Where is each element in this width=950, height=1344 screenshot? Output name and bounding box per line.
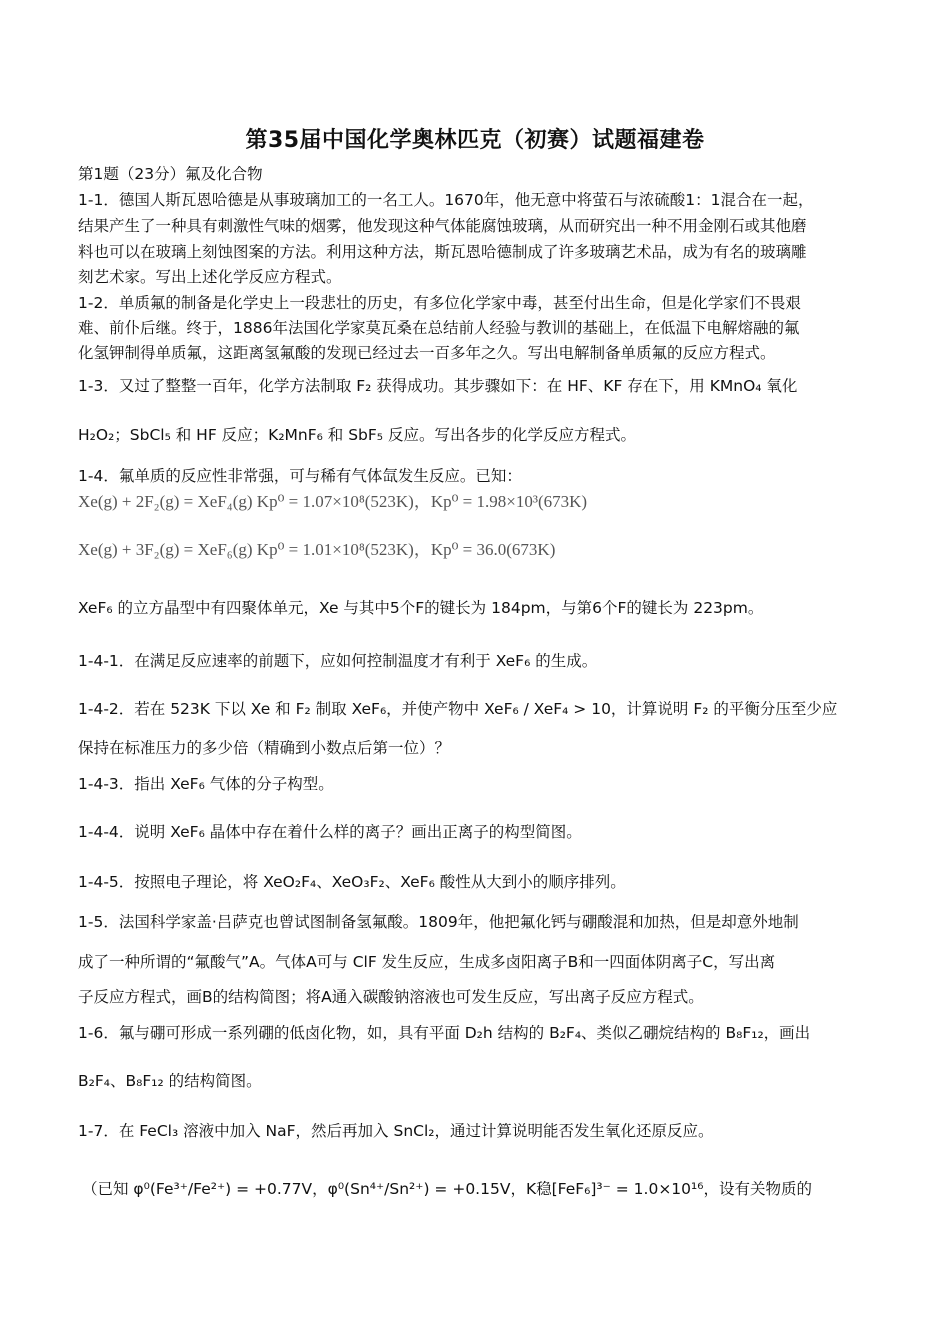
paragraph-line: 1-4-3．指出 XeF₆ 气体的分子构型。 — [78, 775, 334, 793]
paragraph-line: 保持在标准压力的多少倍（精确到小数点后第一位）？ — [78, 739, 451, 757]
paragraph-line: 结果产生了一种具有刺激性气味的烟雾，他发现这种气体能腐蚀玻璃，从而研究出一种不用金刚石或其他磨 — [78, 217, 807, 235]
paragraph-line: 1-6．氟与硼可形成一系列硼的低卤化物，如，具有平面 D₂h 结构的 B₂F₄、类似乙硼烷结构的 B₈F₁₂，画出 — [78, 1024, 811, 1042]
paragraph-line: 1-5．法国科学家盖·吕萨克也曾试图制备氢氟酸。1809年，他把氟化钙与硼酸混和加热，但是却意外地制 — [78, 913, 799, 931]
paragraph-line: XeF₆ 的立方晶型中有四聚体单元，Xe 与其中5个F的键长为 184pm，与第6个F的键长为 223pm。 — [78, 599, 764, 617]
equation-line: Xe(g) + 2F₂(g) = XeF₄(g) Kp⁰ = 1.07×10⁸(523K)，Kp⁰ = 1.98×10³(673K) — [78, 492, 588, 511]
paragraph-line: 1-4-2．若在 523K 下以 Xe 和 F₂ 制取 XeF₆，并使产物中 XeF₆ / XeF₄ > 10，计算说明 F₂ 的平衡分压至少应 — [78, 700, 838, 718]
paragraph-line: 1-1．德国人斯瓦恩哈德是从事玻璃加工的一名工人。1670年，他无意中将萤石与浓硫酸1：1混合在一起， — [78, 191, 814, 209]
paragraph-line: 1-3．又过了整整一百年，化学方法制取 F₂ 获得成功。其步骤如下：在 HF、KF 存在下，用 KMnO₄ 氧化 — [78, 377, 798, 395]
paragraph-line: 1-4-5．按照电子理论，将 XeO₂F₄、XeO₃F₂、XeF₆ 酸性从大到小的顺序排列。 — [78, 873, 626, 891]
paragraph-line: 1-2．单质氟的制备是化学史上一段悲壮的历史，有多位化学家中毒，甚至付出生命，但是化学家们不畏艰 — [78, 294, 801, 312]
section-heading: 第1题（23分）氟及化合物 — [78, 165, 263, 183]
paragraph-line: 1-4．氟单质的反应性非常强，可与稀有气体氙发生反应。已知： — [78, 467, 522, 485]
paragraph-line: 刻艺术家。写出上述化学反应方程式。 — [78, 268, 342, 286]
paragraph-line: 1-4-4．说明 XeF₆ 晶体中存在着什么样的离子？画出正离子的构型简图。 — [78, 823, 582, 841]
paragraph-line: 1-4-1．在满足反应速率的前题下，应如何控制温度才有利于 XeF₆ 的生成。 — [78, 652, 598, 670]
paragraph-line: 子反应方程式，画B的结构简图；将A通入碳酸钠溶液也可发生反应，写出离子反应方程式。 — [78, 988, 704, 1006]
paragraph-line: 料也可以在玻璃上刻蚀图案的方法。利用这种方法，斯瓦恩哈德制成了许多玻璃艺术品，成为有名的玻璃雕 — [78, 243, 807, 261]
paragraph-line: H₂O₂；SbCl₅ 和 HF 反应；K₂MnF₆ 和 SbF₅ 反应。写出各步的化学反应方程式。 — [78, 426, 636, 444]
paragraph-line: 化氢钾制得单质氟，这距离氢氟酸的发现已经过去一百多年之久。写出电解制备单质氟的反应方程式。 — [78, 344, 776, 362]
paragraph-line: 难、前仆后继。终于，1886年法国化学家莫瓦桑在总结前人经验与教训的基础上，在低温下电解熔融的氟 — [78, 319, 800, 337]
paragraph-line: 成了一种所谓的“氟酸气”A。气体A可与 ClF 发生反应，生成多卤阳离子B和一四面体阴离子C，写出离 — [78, 953, 776, 971]
page-title: 第35届中国化学奥林匹克（初赛）试题福建卷 — [245, 128, 705, 153]
paragraph-line: 1-7．在 FeCl₃ 溶液中加入 NaF，然后再加入 SnCl₂，通过计算说明能否发生氧化还原反应。 — [78, 1122, 714, 1140]
paragraph-line: B₂F₄、B₈F₁₂ 的结构简图。 — [78, 1072, 262, 1090]
equation-line: Xe(g) + 3F₂(g) = XeF₆(g) Kp⁰ = 1.01×10⁸(523K)，Kp⁰ = 36.0(673K) — [78, 540, 556, 559]
paragraph-line: （已知 φ⁰(Fe³⁺/Fe²⁺) = +0.77V，φ⁰(Sn⁴⁺/Sn²⁺) = +0.15V，K稳[FeF₆]³⁻ = 1.0×10¹⁶，设有关物质的 — [82, 1180, 812, 1198]
